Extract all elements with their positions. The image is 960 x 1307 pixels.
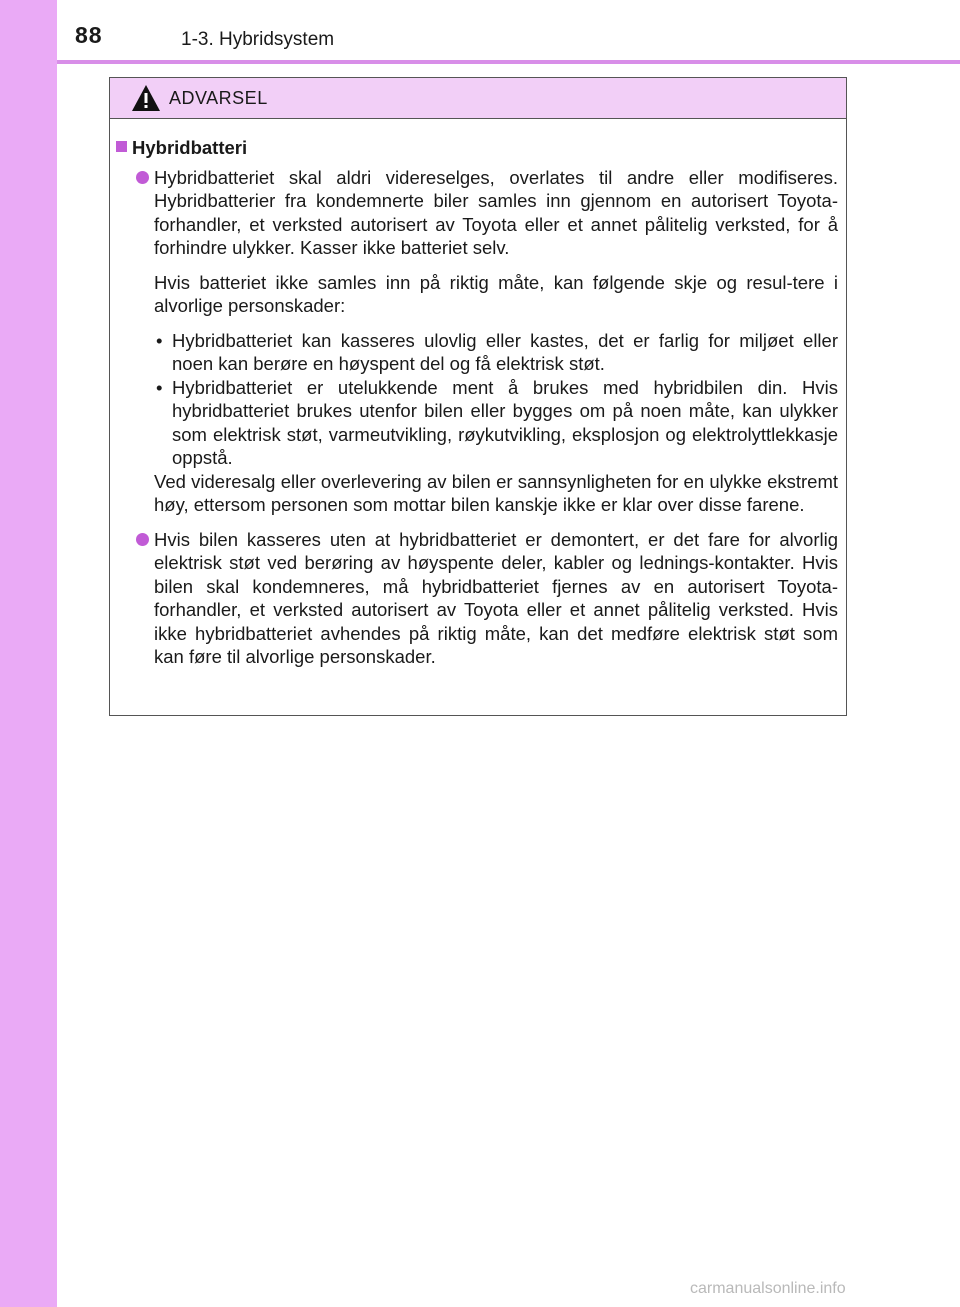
subheading	[110, 136, 846, 160]
list-item-text: Hybridbatteriet kan kasseres ulovlig eller kastes, det er farlig for miljøet eller noen kan berøre en høyspent del og få elektrisk støt.	[172, 329, 838, 374]
warning-title: ADVARSEL	[169, 88, 268, 108]
circle-bullet-icon	[136, 171, 149, 184]
paragraph-1-text: Hybridbatteriet skal aldri videreselges, overlates til andre eller modifiseres. Hybridbatterier fra kondemnerte biler samles inn gjennom en autorisert Toyota-forhandler, et verksted autorisert av Toyota eller et annet pålitelig verksted, for å forhindre ulykker. Kasser ikke batteriet selv.	[154, 166, 838, 258]
list-item	[110, 376, 846, 470]
list-item-text: Hybridbatteriet er utelukkende ment å brukes med hybridbilen din. Hvis hybridbatteriet brukes utenfor bilen eller bygges om på noen måte, kan ulykker som elektrisk støt, varmeutvikling, røykutvikling, eksplosjon og elektrolyttlekkasje oppstå.	[172, 376, 838, 468]
square-bullet-icon	[116, 141, 127, 152]
paragraph-1	[110, 166, 846, 260]
subheading-text: Hybridbatteri	[132, 137, 248, 158]
bullet-dot: •	[156, 329, 163, 351]
paragraph-2	[110, 271, 846, 318]
circle-bullet-icon	[136, 533, 149, 546]
warning-header	[110, 78, 846, 119]
warning-box	[109, 77, 847, 716]
paragraph-4	[110, 528, 846, 669]
page-number: 88	[75, 22, 103, 48]
side-tab-bar	[0, 0, 57, 1307]
paragraph-4-text: Hvis bilen kasseres uten at hybridbatteriet er demontert, er det fare for alvorlig elektrisk støt ved berøring av høyspente deler, kabler og lednings-kontakter. Hvis bilen skal kondemneres, må hybridbatteriet fjernes av en autorisert Toyota-forhandler, et verksted autorisert av Toyota eller et annet pålitelig verksted. Hvis ikke hybridbatteriet avhendes på riktig måte, kan det medføre elektrisk støt som kan føre til alvorlige personskader.	[154, 528, 838, 667]
watermark: carmanualsonline.info	[690, 1280, 846, 1297]
header-rule	[57, 60, 960, 64]
warning-triangle-icon	[131, 84, 161, 112]
warning-content	[110, 136, 846, 680]
section-title: 1-3. Hybridsystem	[181, 29, 335, 50]
bullet-dot: •	[156, 376, 163, 398]
list-item	[110, 329, 846, 376]
paragraph-3-text: Ved videresalg eller overlevering av bilen er sannsynligheten for en ulykke ekstremt høy, ettersom personen som mottar bilen kanskje ikke er klar over disse farene.	[154, 470, 838, 515]
paragraph-3	[110, 470, 846, 517]
paragraph-2-text: Hvis batteriet ikke samles inn på riktig måte, kan følgende skje og resul-tere i alvorlige personskader:	[154, 271, 838, 316]
